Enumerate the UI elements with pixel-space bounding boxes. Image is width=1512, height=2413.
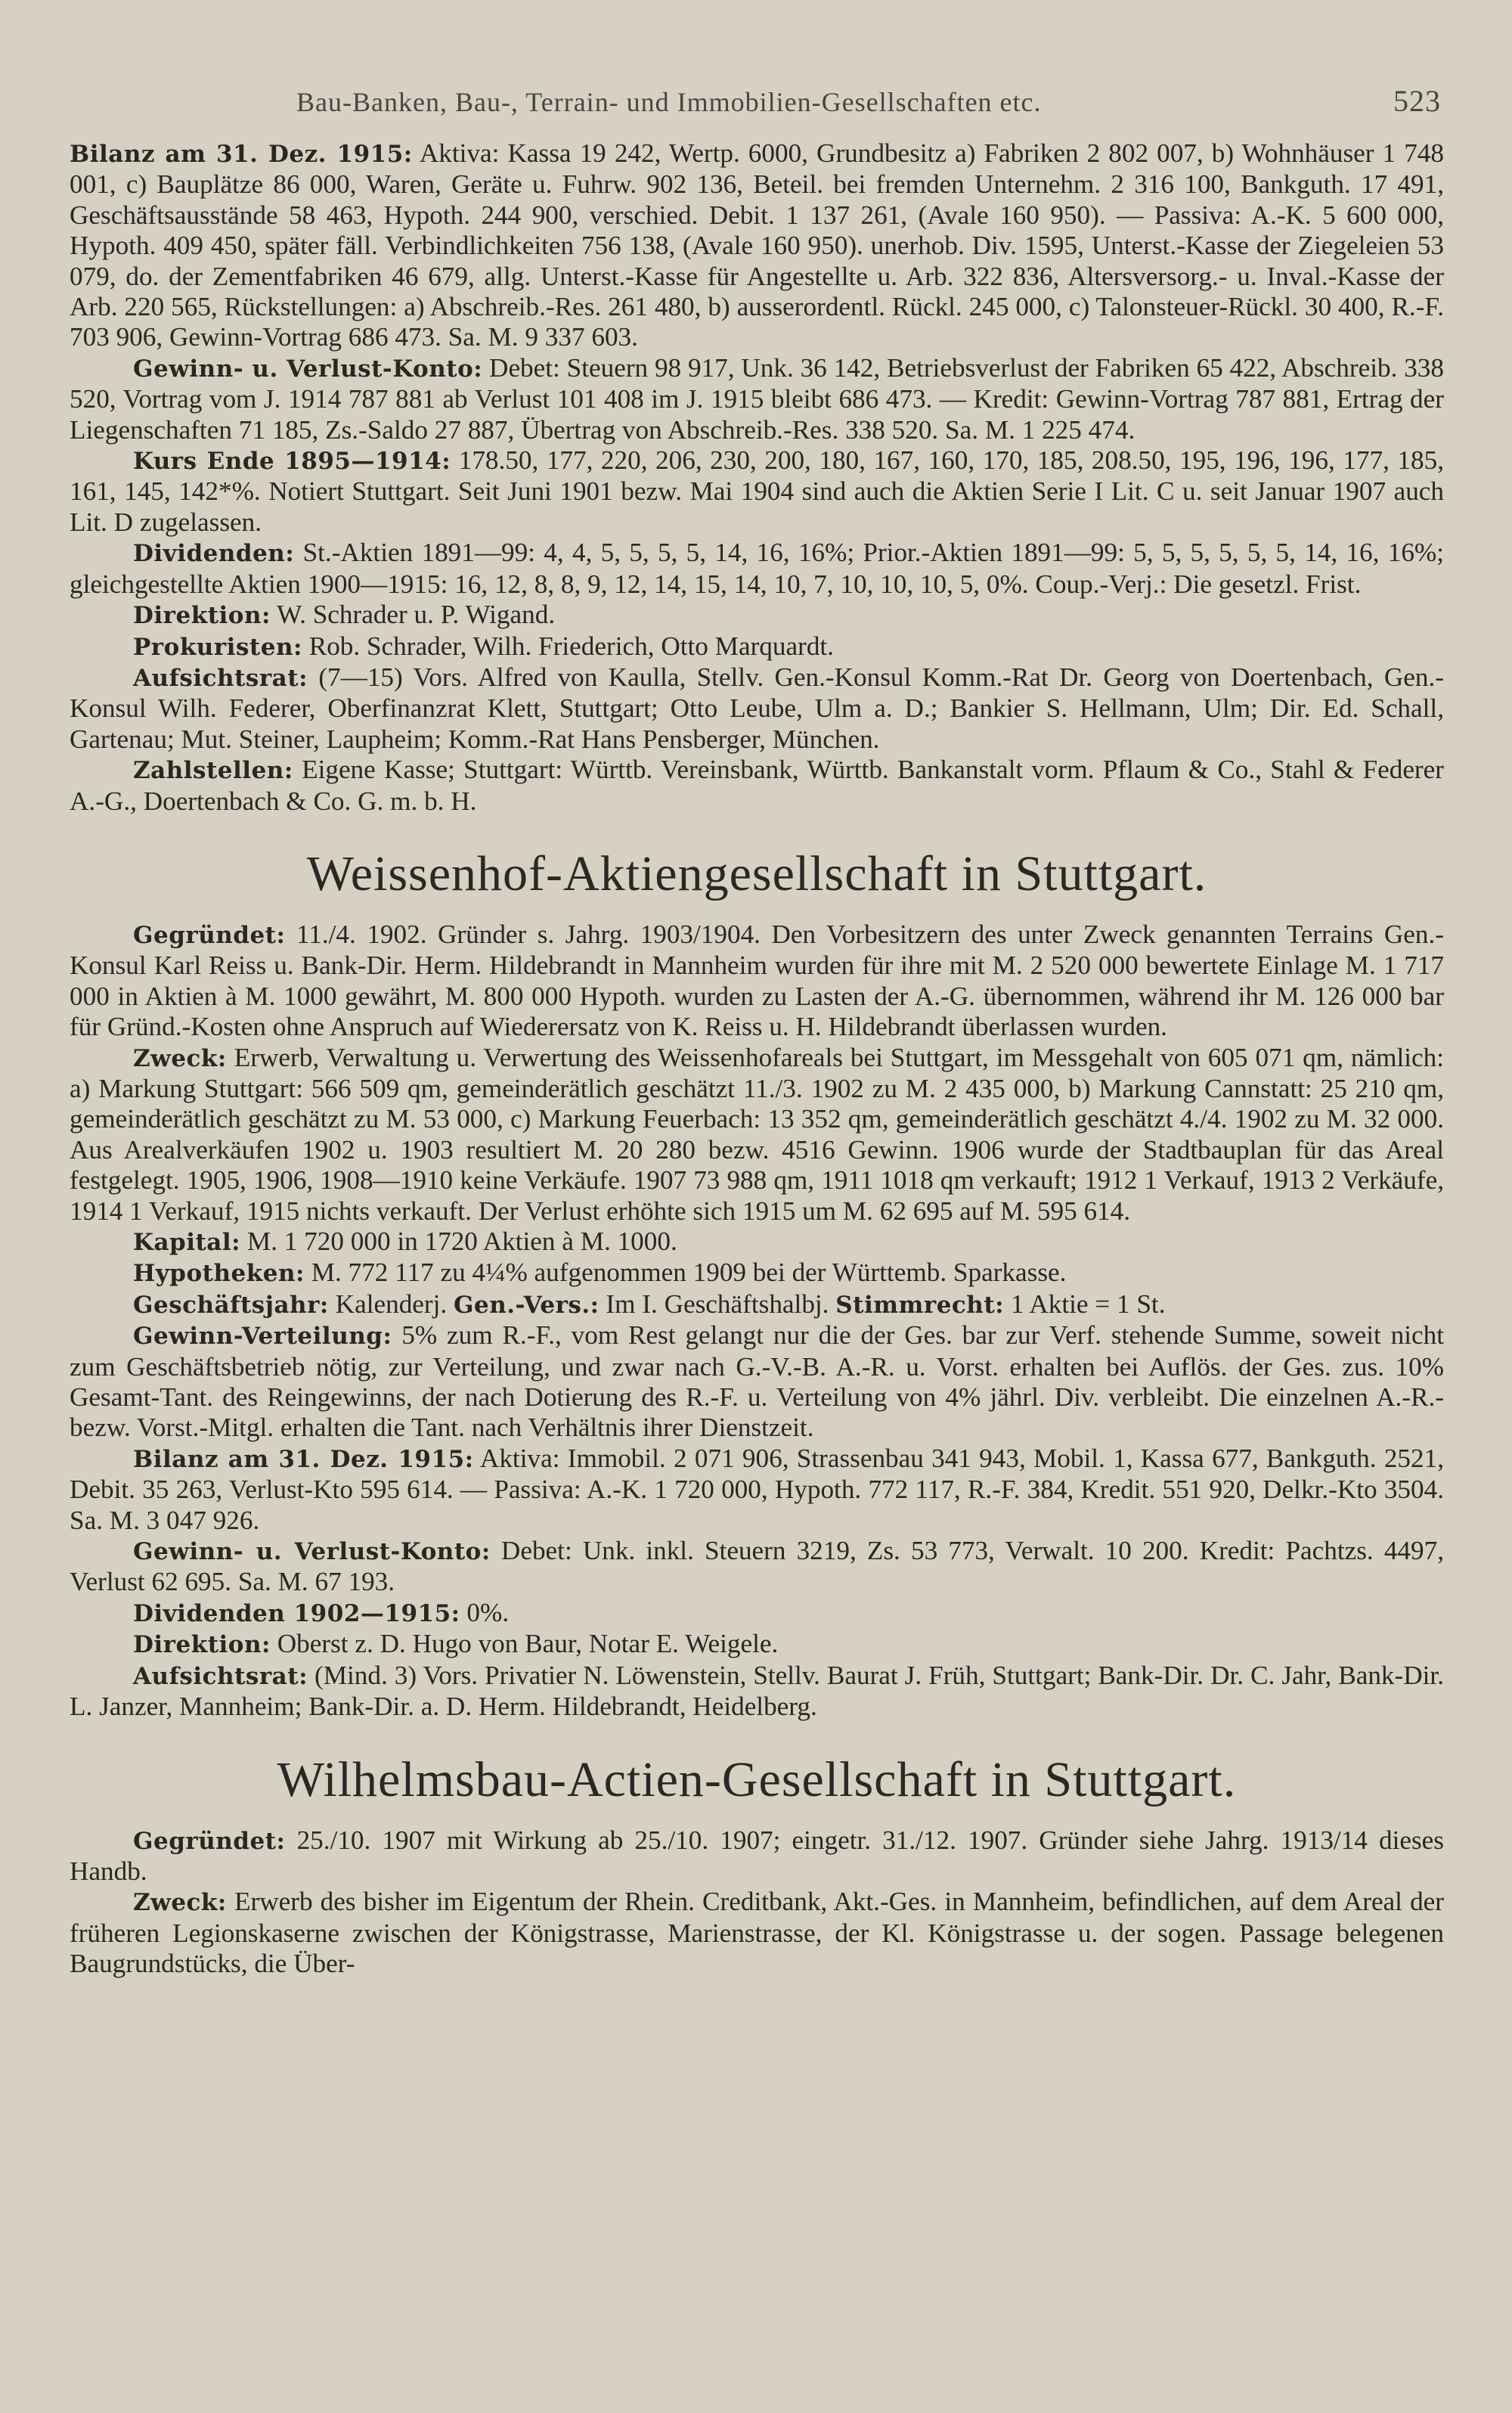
kurs-paragraph <box>70 445 1444 538</box>
kapital-text: M. 1 720 000 in 1720 Aktien à M. 1000. <box>246 1227 677 1256</box>
guv2-label: Gewinn- u. Verlust-Konto: <box>133 1538 491 1566</box>
guv2-text: Debet: Unk. inkl. Steuern 3219, Zs. 53 773, Verwalt. 10 200. Kredit: Pachtzs. 4497, Verlust 62 695. Sa. M. 67 193. <box>70 1536 1445 1597</box>
genvers-label: Gen.-Vers.: <box>454 1291 600 1319</box>
bilanz2-label: Bilanz am 31. Dez. 1915: <box>133 1445 474 1473</box>
bilanz2-text: Aktiva: Immobil. 2 071 906, Strassenbau 341 943, Mobil. 1, Kassa 677, Bankguth. 2521, Debit. 35 263, Verlust-Kto 595 614. — Passiva: A.-K. 1 720 000, Hypoth. 772 117, R.-F. 384, Kredit. 551 920, Delkr.-Kto 3504. Sa. M. 3 047 926. <box>70 1443 1444 1535</box>
gegruendet3-text: 25./10. 1907 mit Wirkung ab 25./10. 1907; eingetr. 31./12. 1907. Gründer siehe Jahrg. 1913/14 dieses Handb. <box>70 1825 1444 1886</box>
running-head <box>296 83 1444 119</box>
kurs-label: Kurs Ende 1895—1914: <box>133 448 451 476</box>
aufsichtsrat-paragraph <box>70 662 1444 755</box>
zweck-paragraph <box>70 1043 1444 1227</box>
zahlstellen-paragraph <box>70 755 1444 817</box>
direktion2-label: Direktion: <box>133 1631 271 1659</box>
gewinnverteilung-label: Gewinn-Verteilung: <box>133 1323 392 1351</box>
zweck3-text: Erwerb des bisher im Eigentum der Rhein. Creditbank, Akt.-Ges. in Mannheim, befindlichen, auf dem Areal der früheren Legionskaserne zwischen der Königstrasse, Marienstrasse, der Kl. Königstrasse u. der sogen. Passage belegenen Baugrundstücks, die Über- <box>70 1887 1445 1979</box>
prokuristen-paragraph <box>70 631 1444 662</box>
hypotheken-label: Hypotheken: <box>133 1260 305 1288</box>
aufsichtsrat-text: (7—15) Vors. Alfred von Kaulla, Stellv. Gen.-Konsul Komm.-Rat Dr. Georg von Doertenbach, Gen.-Konsul Wilh. Federer, Oberfinanzrat Klett, Stuttgart; Otto Leube, Ulm a. D.; Bankier S. Hellmann, Ulm; Dir. Ed. Schall, Gartenau; Mut. Steiner, Laupheim; Komm.-Rat Hans Pensberger, München. <box>70 662 1444 754</box>
geschaeftsjahr-paragraph <box>70 1289 1444 1320</box>
aufsichtsrat2-label: Aufsichtsrat: <box>133 1662 308 1690</box>
dividenden-label: Dividenden: <box>133 540 295 568</box>
kapital-paragraph <box>70 1227 1444 1258</box>
direktion-paragraph <box>70 600 1444 631</box>
genvers-text: Im I. Geschäftshalbj. <box>606 1289 829 1319</box>
zweck3-paragraph <box>70 1887 1444 1979</box>
zweck-text: Erwerb, Verwaltung u. Verwertung des Weissenhofareals bei Stuttgart, im Messgehalt von 605 071 qm, nämlich: a) Markung Stuttgart: 566 509 qm, gemeinderätlich geschätzt 11./3. 1902 zu M. 2 435 000, b) Markung Cannstatt: 25 210 qm, gemeinderätlich geschätzt zu M. 53 000, c) Markung Feuerbach: 13 352 qm, gemeinderätlich geschätzt 4./4. 1902 zu M. 32 000. Aus Arealverkäufen 1902 u. 1903 resultiert M. 20 280 bezw. 4516 Gewinn. 1906 wurde der Stadtbauplan für das Areal festgelegt. 1905, 1906, 1908—1910 keine Verkäufe. 1907 73 988 qm, 1911 1018 qm verkauft; 1912 1 Verkauf, 1913 2 Verkäufe, 1914 1 Verkauf, 1915 nichts verkauft. Der Verlust erhöhte sich 1915 um M. 62 695 auf M. 595 614. <box>70 1042 1445 1226</box>
gegruendet-paragraph <box>70 920 1444 1043</box>
direktion2-text: Oberst z. D. Hugo von Baur, Notar E. Weigele. <box>277 1629 779 1659</box>
guv2-paragraph <box>70 1536 1444 1598</box>
stimmrecht-text: 1 Aktie = 1 St. <box>1010 1289 1166 1319</box>
prokuristen-text: Rob. Schrader, Wilh. Friederich, Otto Marquardt. <box>308 631 834 661</box>
dividenden2-text: 0%. <box>466 1597 510 1627</box>
bilanz-label: Bilanz am 31. Dez. 1915: <box>70 141 413 168</box>
guv-paragraph <box>70 353 1444 445</box>
company-heading-weissenhof: Weissenhof-Aktiengesellschaft in Stuttgart. <box>306 845 1207 901</box>
gewinnverteilung-paragraph <box>70 1320 1444 1444</box>
zweck-label: Zweck: <box>133 1044 227 1072</box>
gewinnverteilung-text: 5% zum R.-F., vom Rest gelangt nur die der Ges. bar zur Verf. stehende Summe, soweit nicht zum Geschäftsbetrieb nötig, zur Verteilung, und zwar nach G.-V.-B. A.-R. u. Vorst. erhalten bei Auflös. der Ges. zus. 10% Gesamt-Tant. des Reingewinns, der nach Dotierung des R.-F. u. Verteilung von 4% jährl. Div. verbleibt. Die einzelnen A.-R.- bezw. Vorst.-Mitgl. erhalten die Tant. nach Verhältnis ihrer Dienstzeit. <box>70 1320 1445 1443</box>
zahlstellen-text: Eigene Kasse; Stuttgart: Württb. Vereinsbank, Württb. Bankanstalt vorm. Pflaum & Co., Stahl & Federer A.-G., Doertenbach & Co. G. m. b. H. <box>70 755 1444 816</box>
gegruendet-text: 11./4. 1902. Gründer s. Jahrg. 1903/1904. Den Vorbesitzern des unter Zweck genannten Terrains Gen.-Konsul Karl Reiss u. Bank-Dir. Herm. Hildebrandt in Mannheim wurden für ihre mit M. 2 520 000 bewertete Einlage M. 1 717 000 in Aktien à M. 1000 gewährt, M. 800 000 Hypoth. wurden zu Lasten der A.-G. übernommen, während ihr M. 126 000 bar für Gründ.-Kosten ohne Anspruch auf Wiederersatz von K. Reiss u. H. Hildebrandt überlassen wurden. <box>70 919 1444 1042</box>
prokuristen-label: Prokuristen: <box>133 633 302 661</box>
zweck3-label: Zweck: <box>133 1889 227 1917</box>
dividenden2-label: Dividenden 1902—1915: <box>133 1599 460 1627</box>
guv-label: Gewinn- u. Verlust-Konto: <box>133 355 483 383</box>
dividenden-text: St.-Aktien 1891—99: 4, 4, 5, 5, 5, 5, 14, 16, 16%; Prior.-Aktien 1891—99: 5, 5, 5, 5, 5, 5, 14, 16, 16%; gleichgestellte Aktien 1900—1915: 16, 12, 8, 8, 9, 12, 14, 15, 14, 10, 7, 10, 10, 10, 5, 0%. Coup.-Verj.: Die gesetzl. Frist. <box>70 538 1444 599</box>
gegruendet-label: Gegründet: <box>133 921 286 949</box>
bilanz-paragraph <box>70 138 1444 353</box>
direktion-label: Direktion: <box>133 602 271 630</box>
running-title: Bau-Banken, Bau-, Terrain- und Immobilien-Gesellschaften etc. <box>296 87 1042 117</box>
guv-text: Debet: Steuern 98 917, Unk. 36 142, Betriebsverlust der Fabriken 65 422, Abschreib. 338 520, Vortrag vom J. 1914 787 881 ab Verlust 101 408 im J. 1915 bleibt 686 473. — Kredit: Gewinn-Vortrag 787 881, Ertrag der Liegenschaften 71 185, Zs.-Saldo 27 887, Übertrag von Abschreib.-Res. 338 520. Sa. M. 1 225 474. <box>70 352 1444 445</box>
stimmrecht-label: Stimmrecht: <box>835 1291 1005 1319</box>
company-heading-wilhelmsbau: Wilhelmsbau-Actien-Gesellschaft in Stuttgart. <box>277 1751 1237 1807</box>
kapital-label: Kapital: <box>133 1229 241 1256</box>
aufsichtsrat2-text: (Mind. 3) Vors. Privatier N. Löwenstein, Stellv. Baurat J. Früh, Stuttgart; Bank-Dir. Dr. C. Jahr, Bank-Dir. L. Janzer, Mannheim; Bank-Dir. a. D. Herm. Hildebrandt, Heidelberg. <box>70 1660 1445 1722</box>
bilanz-text: Aktiva: Kassa 19 242, Wertp. 6000, Grundbesitz a) Fabriken 2 802 007, b) Wohnhäuser 1 748 001, c) Bauplätze 86 000, Waren, Geräte u. Fuhrw. 902 136, Beteil. bei fremden Unternehm. 2 316 100, Bankguth. 17 491, Geschäftsausstände 58 463, Hypoth. 244 900, verschied. Debit. 1 137 261, (Avale 160 950). — Passiva: A.-K. 5 600 000, Hypoth. 409 450, später fäll. Verbindlichkeiten 756 138, (Avale 160 950). unerhob. Div. 1595, Unterst.-Kasse der Ziegeleien 53 079, do. der Zementfabriken 46 679, allg. Unterst.-Kasse für Angestellte u. Arb. 322 836, Altersversorg.- u. Inval.-Kasse der Arb. 220 565, Rückstellungen: a) Abschreib.-Res. 261 480, b) ausserordentl. Rückl. 245 000, c) Talonsteuer-Rückl. 30 400, R.-F. 703 906, Gewinn-Vortrag 686 473. Sa. M. 9 337 603. <box>70 138 1444 352</box>
geschaeftsjahr-text: Kalenderj. <box>335 1289 448 1319</box>
kurs-text: 178.50, 177, 220, 206, 230, 200, 180, 167, 160, 170, 185, 208.50, 195, 196, 196, 177, 185, 161, 145, 142*%. Notiert Stuttgart. Seit Juni 1901 bezw. Mai 1904 sind auch die Aktien Serie I Lit. C u. seit Januar 1907 auch Lit. D zugelassen. <box>70 445 1444 537</box>
zahlstellen-label: Zahlstellen: <box>133 757 293 785</box>
page-number: 523 <box>1393 84 1441 118</box>
direktion2-paragraph <box>70 1629 1444 1660</box>
dividenden2-paragraph <box>70 1598 1444 1629</box>
geschaeftsjahr-label: Geschäftsjahr: <box>133 1291 329 1319</box>
bilanz2-paragraph <box>70 1444 1444 1536</box>
hypotheken-paragraph <box>70 1258 1444 1289</box>
gegruendet3-label: Gegründet: <box>133 1827 286 1855</box>
hypotheken-text: M. 772 117 zu 4¼% aufgenommen 1909 bei der Württemb. Sparkasse. <box>311 1258 1067 1288</box>
direktion-text: W. Schrader u. P. Wigand. <box>277 600 556 630</box>
gegruendet3-paragraph <box>70 1825 1444 1887</box>
aufsichtsrat2-paragraph <box>70 1661 1444 1723</box>
dividenden-paragraph <box>70 538 1444 600</box>
aufsichtsrat-label: Aufsichtsrat: <box>133 664 308 692</box>
